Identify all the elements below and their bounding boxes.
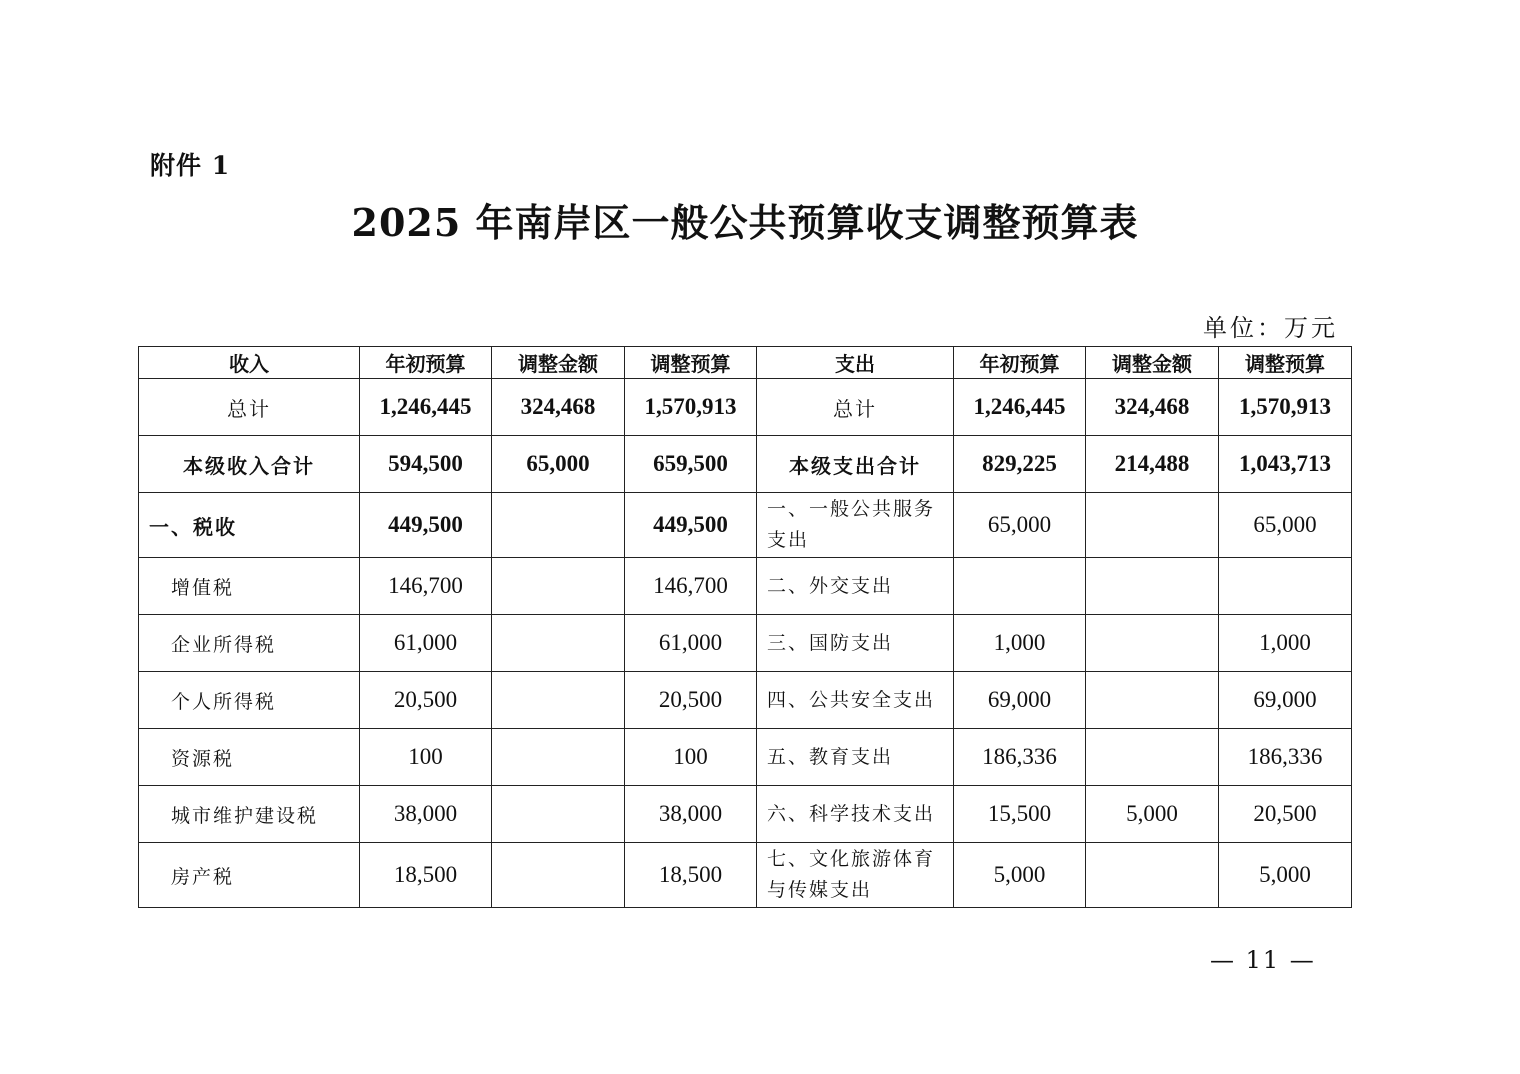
revenue-initial-budget: 146,700 [360, 558, 492, 615]
expenditure-initial-budget: 1,246,445 [954, 379, 1086, 436]
expenditure-adjustment [1086, 729, 1219, 786]
header-cell: 调整金额 [1086, 347, 1219, 379]
revenue-item-label: 总计 [139, 379, 360, 436]
revenue-adjusted-budget: 659,500 [625, 436, 757, 493]
revenue-adjusted-budget: 61,000 [625, 615, 757, 672]
table-row [139, 786, 1352, 843]
expenditure-initial-budget: 5,000 [954, 843, 1086, 908]
expenditure-adjustment: 214,488 [1086, 436, 1219, 493]
revenue-adjusted-budget: 1,570,913 [625, 379, 757, 436]
table-row [139, 843, 1352, 908]
revenue-adjustment [492, 558, 625, 615]
revenue-item-label: 增值税 [139, 558, 360, 615]
expenditure-adjustment: 324,468 [1086, 379, 1219, 436]
revenue-adjusted-budget: 449,500 [625, 493, 757, 558]
revenue-initial-budget: 61,000 [360, 615, 492, 672]
revenue-initial-budget: 1,246,445 [360, 379, 492, 436]
header-cell: 年初预算 [954, 347, 1086, 379]
expenditure-initial-budget: 186,336 [954, 729, 1086, 786]
expenditure-adjusted-budget: 69,000 [1219, 672, 1352, 729]
expenditure-adjustment: 5,000 [1086, 786, 1219, 843]
table-row [139, 436, 1352, 493]
header-cell: 收入 [139, 347, 360, 379]
expenditure-adjusted-budget: 1,043,713 [1219, 436, 1352, 493]
revenue-item-label: 资源税 [139, 729, 360, 786]
expenditure-initial-budget: 65,000 [954, 493, 1086, 558]
revenue-adjustment: 324,468 [492, 379, 625, 436]
expenditure-adjustment [1086, 558, 1219, 615]
revenue-item-label: 房产税 [139, 843, 360, 908]
table-row [139, 558, 1352, 615]
revenue-adjustment [492, 493, 625, 558]
revenue-item-label: 城市维护建设税 [139, 786, 360, 843]
revenue-adjusted-budget: 20,500 [625, 672, 757, 729]
expenditure-initial-budget: 15,500 [954, 786, 1086, 843]
revenue-adjusted-budget: 100 [625, 729, 757, 786]
expenditure-adjustment [1086, 843, 1219, 908]
table-row [139, 493, 1352, 558]
revenue-adjusted-budget: 18,500 [625, 843, 757, 908]
header-cell: 年初预算 [360, 347, 492, 379]
table-row [139, 672, 1352, 729]
revenue-adjustment: 65,000 [492, 436, 625, 493]
expenditure-item-label: 四、公共安全支出 [757, 672, 954, 729]
expenditure-adjustment [1086, 672, 1219, 729]
page-number: — 11 — [1210, 946, 1316, 974]
revenue-item-label: 本级收入合计 [139, 436, 360, 493]
expenditure-adjustment [1086, 493, 1219, 558]
expenditure-adjustment [1086, 615, 1219, 672]
unit-label: 单位：万元 [1203, 314, 1338, 342]
revenue-initial-budget: 449,500 [360, 493, 492, 558]
revenue-adjusted-budget: 146,700 [625, 558, 757, 615]
expenditure-adjusted-budget: 65,000 [1219, 493, 1352, 558]
revenue-adjustment [492, 843, 625, 908]
attachment-label: 附件 1 [150, 151, 231, 180]
revenue-adjustment [492, 672, 625, 729]
table-row [139, 615, 1352, 672]
expenditure-item-label: 总计 [757, 379, 954, 436]
revenue-item-label: 一、税收 [139, 493, 360, 558]
revenue-adjustment [492, 729, 625, 786]
header-cell: 调整金额 [492, 347, 625, 379]
header-cell: 调整预算 [625, 347, 757, 379]
revenue-item-label: 企业所得税 [139, 615, 360, 672]
revenue-initial-budget: 594,500 [360, 436, 492, 493]
header-cell: 调整预算 [1219, 347, 1352, 379]
expenditure-initial-budget: 829,225 [954, 436, 1086, 493]
revenue-initial-budget: 20,500 [360, 672, 492, 729]
expenditure-item-label: 五、教育支出 [757, 729, 954, 786]
expenditure-item-label: 三、国防支出 [757, 615, 954, 672]
expenditure-initial-budget [954, 558, 1086, 615]
revenue-item-label: 个人所得税 [139, 672, 360, 729]
revenue-initial-budget: 18,500 [360, 843, 492, 908]
header-cell: 支出 [757, 347, 954, 379]
expenditure-adjusted-budget: 186,336 [1219, 729, 1352, 786]
expenditure-item-label: 六、科学技术支出 [757, 786, 954, 843]
expenditure-adjusted-budget: 1,000 [1219, 615, 1352, 672]
table-row [139, 729, 1352, 786]
revenue-adjusted-budget: 38,000 [625, 786, 757, 843]
table-row [139, 379, 1352, 436]
revenue-initial-budget: 38,000 [360, 786, 492, 843]
expenditure-item-label: 二、外交支出 [757, 558, 954, 615]
revenue-adjustment [492, 615, 625, 672]
budget-table [138, 346, 1352, 908]
expenditure-item-label: 本级支出合计 [757, 436, 954, 493]
expenditure-adjusted-budget: 1,570,913 [1219, 379, 1352, 436]
expenditure-adjusted-budget: 20,500 [1219, 786, 1352, 843]
expenditure-initial-budget: 1,000 [954, 615, 1086, 672]
expenditure-item-label: 一、一般公共服务支出 [757, 493, 954, 558]
expenditure-initial-budget: 69,000 [954, 672, 1086, 729]
expenditure-adjusted-budget [1219, 558, 1352, 615]
document-title: 2025 年南岸区一般公共预算收支调整预算表 [351, 200, 1139, 245]
expenditure-adjusted-budget: 5,000 [1219, 843, 1352, 908]
table-header-row [139, 347, 1352, 379]
revenue-adjustment [492, 786, 625, 843]
revenue-initial-budget: 100 [360, 729, 492, 786]
expenditure-item-label: 七、文化旅游体育与传媒支出 [757, 843, 954, 908]
